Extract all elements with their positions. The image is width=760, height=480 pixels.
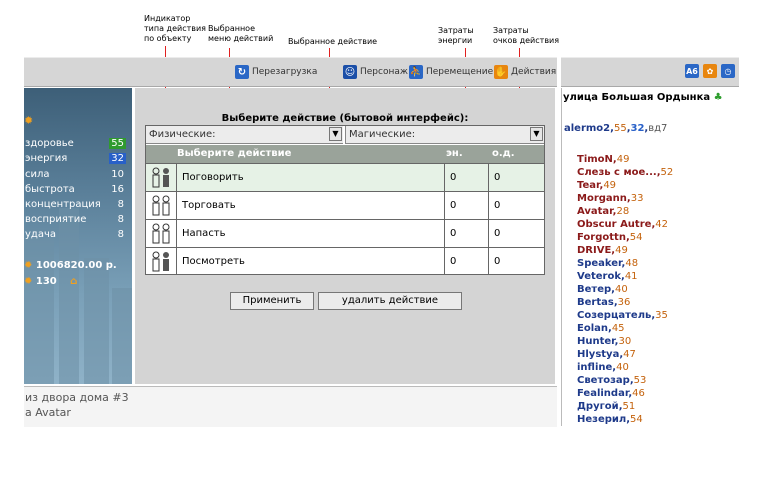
user-name: Светозар — [577, 375, 630, 386]
right-toolbar — [561, 57, 739, 87]
annotation-action-points-cost: Затраты очков действия — [493, 26, 560, 45]
money-display — [24, 260, 117, 271]
user-list-item[interactable]: infline,40 — [577, 362, 629, 373]
stat-perception: восприятие 8 — [25, 214, 124, 225]
user-list-item[interactable]: Fealindar,46 — [577, 388, 645, 399]
money-value: 1006820.00 р. — [35, 260, 117, 271]
character-label: Персонаж — [360, 67, 408, 77]
user-name: Hlystya — [577, 349, 620, 360]
action-row-talk[interactable] — [146, 163, 544, 191]
user-list-item[interactable]: Avatar,28 — [577, 206, 630, 217]
walking-icon: ⛹ — [409, 66, 423, 78]
user-name: Другой — [577, 401, 619, 412]
money-icon: ✹ — [24, 260, 33, 271]
user-name: TimoN — [577, 154, 613, 165]
action-row-look[interactable] — [146, 247, 544, 275]
user-level: 48 — [625, 258, 639, 269]
physical-select-label: Физические: — [149, 129, 216, 140]
ap-cost: 0 — [488, 192, 544, 219]
reload-icon: ↻ — [235, 65, 249, 79]
stat-speed: быстрота 16 — [25, 184, 124, 195]
coin-icon: ✹ — [24, 114, 34, 127]
character-stats-panel — [24, 88, 132, 384]
col-energy-header: эн. — [446, 148, 463, 159]
ap-cost: 0 — [488, 164, 544, 191]
reload-label: Перезагрузка — [252, 67, 318, 77]
action-table — [145, 125, 545, 275]
user-list-item[interactable]: TimoN,49 — [577, 154, 630, 165]
energy-cost: 0 — [444, 164, 488, 191]
action-panel — [135, 88, 555, 384]
self-user[interactable]: alermo2,55,32,вд7 — [564, 123, 668, 134]
user-list-item[interactable]: Bertas,36 — [577, 297, 631, 308]
user-name: Незерил — [577, 414, 627, 425]
two-people-icon — [146, 220, 176, 247]
flame-icon[interactable]: ✿ — [703, 64, 717, 78]
two-people-icon — [146, 248, 176, 275]
actions-label: Действия — [511, 67, 557, 77]
user-name: Obscur Autre — [577, 219, 652, 230]
user-list-item[interactable]: Ветер,40 — [577, 284, 628, 295]
col-action-header: Выберите действие — [177, 148, 292, 159]
user-level: 28 — [616, 206, 630, 217]
points-icon: ✹ — [24, 276, 33, 287]
person-icon: ☺ — [344, 66, 356, 78]
chat-area — [24, 386, 557, 427]
annotation-selected-action: Выбранное действие — [288, 37, 378, 46]
action-label: Напасть — [176, 220, 444, 247]
user-name: Bertas — [577, 297, 614, 308]
user-name: Созерцатель — [577, 310, 652, 321]
magic-actions-select[interactable] — [345, 126, 544, 144]
blue-icon[interactable]: A6 — [685, 64, 699, 78]
stat-luck: удача 8 — [25, 229, 124, 240]
user-level: 49 — [616, 154, 630, 165]
user-list-item[interactable]: Morgann,33 — [577, 193, 644, 204]
user-list-item[interactable]: Незерил,54 — [577, 414, 643, 425]
user-list-item[interactable]: Forgottn,54 — [577, 232, 643, 243]
col-ap-header: о.д. — [492, 148, 515, 159]
stat-concentration: концентрация 8 — [25, 199, 124, 210]
user-name: Слезь с мое... — [577, 167, 657, 178]
user-list-item[interactable]: Созерцатель,35 — [577, 310, 668, 321]
ap-cost: 0 — [488, 220, 544, 247]
chevron-down-icon[interactable]: ▼ — [530, 127, 543, 141]
user-level: 45 — [611, 323, 625, 334]
user-level: 36 — [617, 297, 631, 308]
user-list-item[interactable]: Obscur Autre,42 — [577, 219, 668, 230]
delete-action-button[interactable]: удалить действие — [318, 292, 462, 310]
user-list-item[interactable]: Eolan,45 — [577, 323, 625, 334]
user-name: Eolan — [577, 323, 608, 334]
user-level: 47 — [623, 349, 636, 360]
user-level: 40 — [616, 362, 629, 373]
stat-energy: энергия 32 — [25, 153, 124, 164]
user-level: 54 — [629, 232, 643, 243]
chevron-down-icon[interactable]: ▼ — [329, 127, 342, 141]
user-name: Tear — [577, 180, 600, 191]
user-level: 52 — [660, 167, 674, 178]
character-button[interactable] — [343, 64, 408, 80]
user-level: 51 — [622, 401, 636, 412]
energy-cost: 0 — [444, 220, 488, 247]
user-level: 33 — [630, 193, 644, 204]
user-level: 30 — [618, 336, 632, 347]
user-list-item[interactable]: Speaker,48 — [577, 258, 639, 269]
user-level: 41 — [624, 271, 638, 282]
table-header — [146, 145, 544, 163]
user-list-item[interactable]: Светозар,53 — [577, 375, 647, 386]
chat-line: а Avatar — [25, 406, 71, 419]
annotation-selected-menu: Выбранное меню действий — [208, 24, 274, 43]
action-row-trade[interactable] — [146, 191, 544, 219]
user-name: Morgann — [577, 193, 627, 204]
user-list-item[interactable]: Tear,49 — [577, 180, 617, 191]
user-list-item[interactable]: Hlystya,47 — [577, 349, 636, 360]
user-level: 49 — [603, 180, 617, 191]
street-name: улица Большая Ордынка ♣ — [563, 92, 723, 103]
energy-cost: 0 — [444, 248, 488, 275]
hand-icon: ✋ — [494, 66, 508, 78]
top-toolbar — [24, 57, 557, 87]
user-name: Veterok — [577, 271, 621, 282]
move-label: Перемещение — [426, 67, 494, 77]
user-name: infline — [577, 362, 613, 373]
annotation-energy-cost: Затраты энергии — [438, 26, 474, 45]
user-list-item[interactable]: Другой,51 — [577, 401, 636, 412]
stat-health: здоровье 55 — [25, 138, 124, 149]
user-name: DRIVE — [577, 245, 612, 256]
move-button[interactable] — [409, 64, 493, 80]
user-level: 49 — [615, 245, 628, 256]
annotation-type-indicator: Индикатор типа действия по объекту — [144, 14, 206, 43]
location-users-panel — [561, 88, 740, 426]
user-name: Speaker — [577, 258, 622, 269]
magic-select-label: Магические: — [349, 129, 416, 140]
user-name: Fealindar — [577, 388, 629, 399]
action-label: Посмотреть — [176, 248, 444, 275]
panel-title: Выберите действие (бытовой интерфейс): — [221, 113, 469, 124]
user-name: Hunter — [577, 336, 615, 347]
stat-strength: сила 10 — [25, 169, 124, 180]
action-label: Поговорить — [176, 164, 444, 191]
action-label: Торговать — [176, 192, 444, 219]
user-level: 53 — [633, 375, 647, 386]
user-level: 54 — [630, 414, 643, 425]
user-name: Avatar — [577, 206, 613, 217]
clock-icon[interactable]: ◷ — [721, 64, 735, 78]
user-list-item[interactable]: DRIVE,49 — [577, 245, 628, 256]
user-level: 46 — [632, 388, 645, 399]
action-row-attack[interactable] — [146, 219, 544, 247]
two-people-icon — [146, 192, 176, 219]
chat-line: из двора дома #3 — [25, 391, 129, 404]
user-name: Forgottn — [577, 232, 626, 243]
user-level: 42 — [655, 219, 668, 230]
leaf-icon: ♣ — [713, 92, 723, 103]
user-list-item[interactable]: Veterok,41 — [577, 271, 638, 282]
energy-cost: 0 — [444, 192, 488, 219]
physical-actions-select[interactable] — [146, 126, 343, 144]
two-people-icon — [146, 164, 176, 191]
user-level: 35 — [655, 310, 668, 321]
user-list-item[interactable]: Hunter,30 — [577, 336, 632, 347]
reload-button[interactable] — [235, 64, 317, 80]
ap-cost: 0 — [488, 248, 544, 275]
user-level: 40 — [614, 284, 628, 295]
user-list-item[interactable]: Слезь с мое...,52 — [577, 167, 674, 178]
house-icon[interactable]: ⌂ — [70, 276, 78, 287]
apply-button[interactable]: Применить — [230, 292, 314, 310]
points-value: 130 — [35, 276, 57, 287]
points-display — [24, 276, 77, 287]
user-name: Ветер — [577, 284, 612, 295]
actions-button[interactable] — [494, 64, 556, 80]
